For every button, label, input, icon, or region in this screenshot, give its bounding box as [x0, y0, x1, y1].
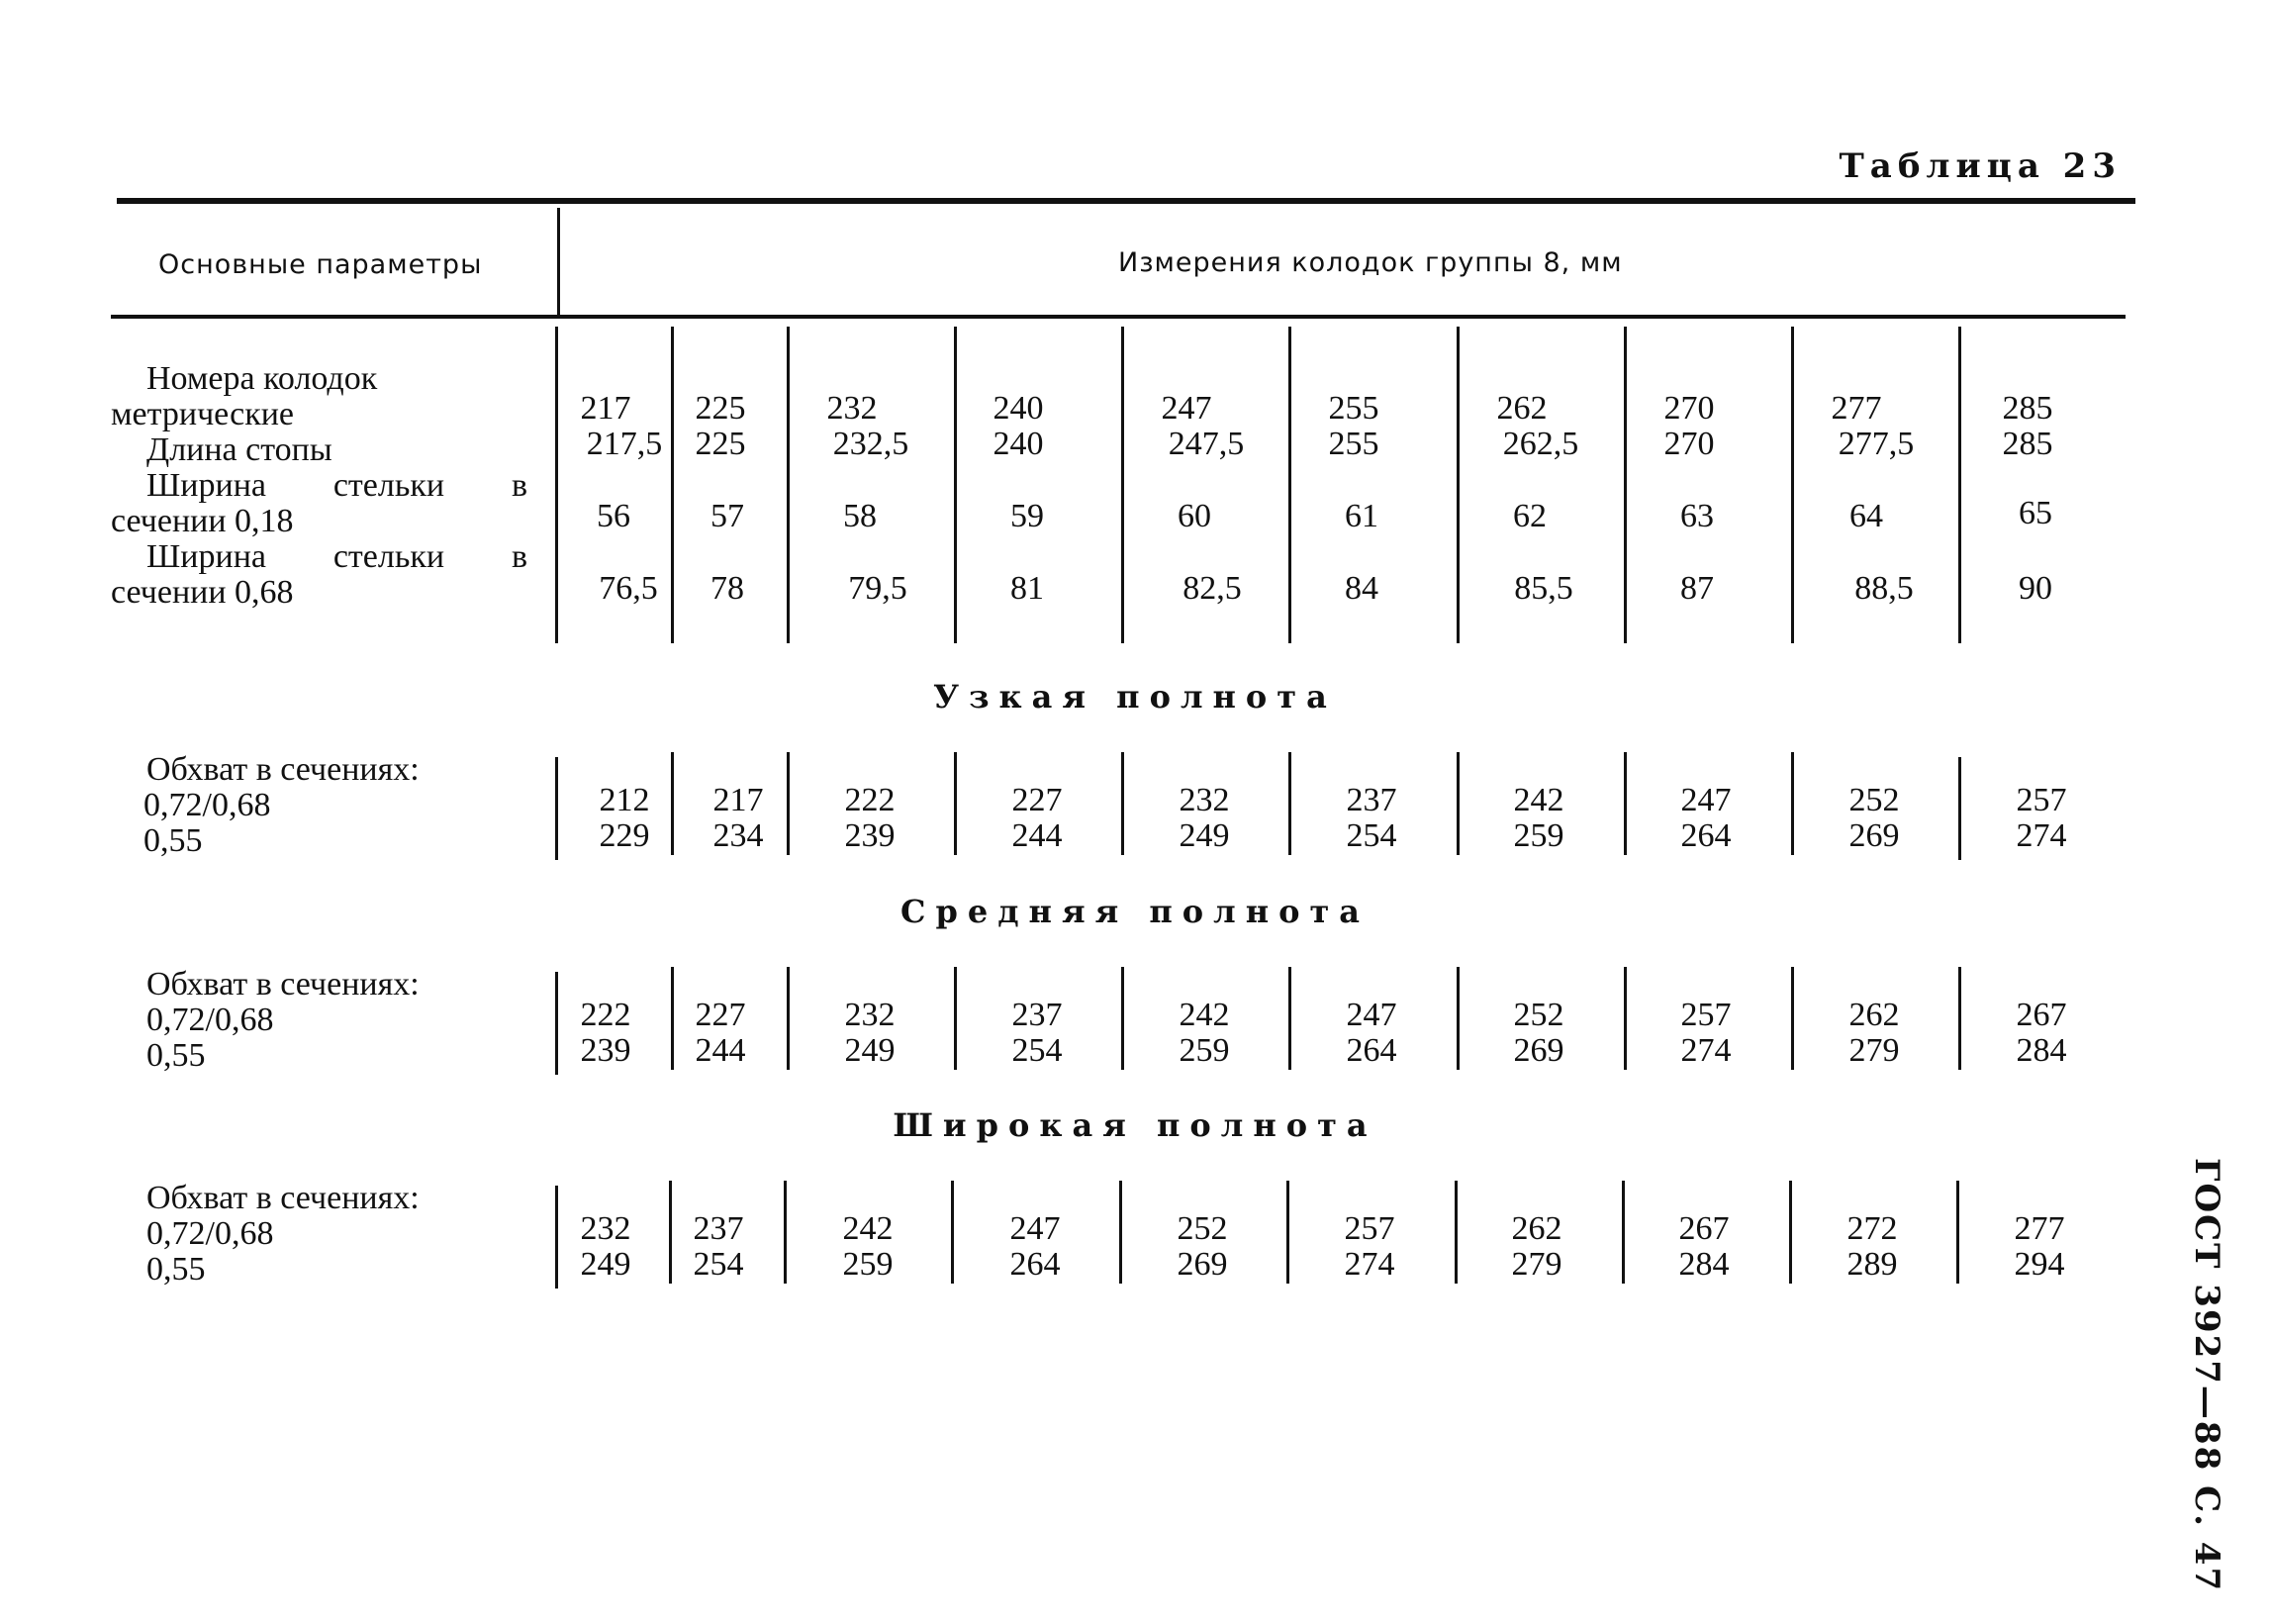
cell-width-018: 64: [1849, 498, 1883, 534]
column-divider: [1121, 327, 1124, 643]
header-bottom-rule: [111, 315, 2126, 319]
column-divider: [1956, 1181, 1959, 1284]
cell-girth-b: 269: [1513, 1032, 1564, 1069]
cell-length: 262,5: [1502, 426, 1579, 462]
cell-girth-a: 237: [1346, 782, 1397, 818]
cell-girth-a: 222: [844, 782, 896, 818]
cell-girth-b: 274: [1344, 1246, 1395, 1283]
cell-girth-a: 247: [1680, 782, 1732, 818]
column-divider: [671, 327, 674, 643]
cell-girth-a: 232: [1179, 782, 1230, 818]
cell-number: 277: [1831, 390, 1882, 427]
column-divider: [1457, 327, 1460, 643]
column-divider: [555, 327, 558, 643]
column-divider: [1457, 752, 1460, 855]
column-divider: [1624, 752, 1627, 855]
cell-width-018: 63: [1680, 498, 1714, 534]
cell-girth-b: 259: [842, 1246, 894, 1283]
cell-width-068: 85,5: [1514, 570, 1573, 607]
label-girth-section-b: 0,55: [143, 822, 203, 859]
cell-width-068: 81: [1010, 570, 1044, 607]
cell-number: 270: [1663, 390, 1715, 427]
cell-girth-a: 252: [1513, 997, 1564, 1033]
label-word: Ширина: [146, 467, 266, 504]
label-girth: Обхват в сечениях:: [146, 1180, 420, 1216]
cell-number: 217: [580, 390, 631, 427]
column-divider: [1119, 1181, 1122, 1284]
cell-length: 225: [695, 426, 746, 462]
cell-girth-b: 264: [1346, 1032, 1397, 1069]
cell-girth-a: 262: [1511, 1210, 1562, 1247]
cell-girth-b: 239: [844, 817, 896, 854]
column-divider: [1958, 757, 1961, 860]
cell-width-068: 87: [1680, 570, 1714, 607]
column-divider: [784, 1181, 787, 1284]
cell-girth-b: 274: [1680, 1032, 1732, 1069]
cell-girth-a: 217: [712, 782, 764, 818]
cell-girth-a: 237: [693, 1210, 744, 1247]
column-divider: [1121, 752, 1124, 855]
column-divider: [669, 1181, 672, 1284]
cell-girth-b: 254: [693, 1246, 744, 1283]
column-divider: [1789, 1181, 1792, 1284]
cell-girth-b: 284: [2016, 1032, 2067, 1069]
column-divider: [1286, 1181, 1289, 1284]
cell-girth-b: 264: [1680, 817, 1732, 854]
column-divider: [954, 752, 957, 855]
column-divider: [1457, 967, 1460, 1070]
cell-girth-a: 242: [842, 1210, 894, 1247]
cell-girth-b: 279: [1511, 1246, 1562, 1283]
label-girth-section-b: 0,55: [146, 1037, 206, 1074]
cell-length: 247,5: [1168, 426, 1245, 462]
cell-girth-a: 237: [1011, 997, 1063, 1033]
cell-number: 232: [826, 390, 878, 427]
cell-girth-a: 212: [599, 782, 650, 818]
cell-number: 262: [1496, 390, 1548, 427]
cell-girth-a: 232: [580, 1210, 631, 1247]
label-metric: метрические: [111, 396, 295, 432]
section-title-wide: Широкая полнота: [893, 1106, 1377, 1144]
column-divider: [1622, 1181, 1625, 1284]
column-divider: [555, 972, 558, 1075]
cell-number: 247: [1161, 390, 1212, 427]
column-divider: [1791, 327, 1794, 643]
cell-length: 217,5: [586, 426, 663, 462]
cell-width-068: 88,5: [1854, 570, 1914, 607]
cell-girth-b: 249: [844, 1032, 896, 1069]
cell-length: 270: [1663, 426, 1715, 462]
cell-girth-a: 252: [1848, 782, 1900, 818]
cell-girth-b: 289: [1846, 1246, 1898, 1283]
cell-girth-b: 259: [1179, 1032, 1230, 1069]
cell-girth-a: 257: [1344, 1210, 1395, 1247]
cell-girth-b: 254: [1011, 1032, 1063, 1069]
cell-girth-b: 279: [1848, 1032, 1900, 1069]
cell-width-018: 56: [597, 498, 630, 534]
column-divider: [954, 967, 957, 1070]
cell-girth-b: 229: [599, 817, 650, 854]
cell-length: 232,5: [832, 426, 909, 462]
cell-girth-a: 257: [1680, 997, 1732, 1033]
cell-width-018: 62: [1513, 498, 1547, 534]
cell-girth-a: 247: [1009, 1210, 1061, 1247]
column-divider: [787, 752, 790, 855]
section-title-medium: Средняя полнота: [899, 893, 1371, 930]
cell-girth-b: 239: [580, 1032, 631, 1069]
label-girth-section-a: 0,72/0,68: [146, 1002, 274, 1038]
cell-girth-a: 257: [2016, 782, 2067, 818]
cell-width-068: 79,5: [848, 570, 907, 607]
cell-width-018: 58: [843, 498, 877, 534]
label-foot-length: Длина стопы: [146, 431, 332, 468]
cell-girth-a: 242: [1179, 997, 1230, 1033]
label-insole-width-018: [146, 468, 527, 504]
label-girth: Обхват в сечениях:: [146, 751, 420, 788]
section-title-narrow: Узкая полнота: [933, 678, 1337, 716]
cell-girth-a: 262: [1848, 997, 1900, 1033]
cell-width-018: 65: [2019, 495, 2052, 531]
column-divider: [671, 752, 674, 855]
cell-length: 277,5: [1838, 426, 1915, 462]
header-measurements: Измерения колодок группы 8, мм: [1118, 247, 1623, 278]
column-divider: [1624, 327, 1627, 643]
column-divider: [1288, 327, 1291, 643]
cell-girth-a: 232: [844, 997, 896, 1033]
column-divider: [555, 1186, 558, 1289]
column-divider: [1624, 967, 1627, 1070]
label-girth-section-a: 0,72/0,68: [146, 1215, 274, 1252]
cell-width-068: 76,5: [599, 570, 658, 607]
cell-girth-a: 267: [2016, 997, 2067, 1033]
cell-girth-b: 249: [1179, 817, 1230, 854]
label-word: стельки: [332, 538, 445, 575]
column-divider: [951, 1181, 954, 1284]
page-footer-gost: ГОСТ 3927—88 С. 47: [2187, 1158, 2226, 1593]
cell-girth-b: 254: [1346, 817, 1397, 854]
column-divider: [1958, 967, 1961, 1070]
cell-girth-a: 227: [1011, 782, 1063, 818]
cell-number: 225: [695, 390, 746, 427]
label-girth: Обхват в сечениях:: [146, 966, 420, 1003]
cell-girth-a: 227: [695, 997, 746, 1033]
cell-width-068: 84: [1345, 570, 1378, 607]
column-divider: [1121, 967, 1124, 1070]
cell-girth-a: 247: [1346, 997, 1397, 1033]
label-word: Ширина: [146, 538, 266, 575]
cell-girth-b: 294: [2014, 1246, 2065, 1283]
cell-number: 285: [2002, 390, 2053, 427]
column-divider: [787, 327, 790, 643]
cell-width-018: 57: [710, 498, 744, 534]
column-divider: [1791, 967, 1794, 1070]
cell-girth-a: 222: [580, 997, 631, 1033]
header-main-parameters: Основные параметры: [158, 249, 483, 280]
cell-length: 240: [993, 426, 1044, 462]
label-word: в: [511, 538, 527, 575]
cell-girth-b: 264: [1009, 1246, 1061, 1283]
cell-width-018: 60: [1178, 498, 1211, 534]
cell-length: 285: [2002, 426, 2053, 462]
cell-girth-b: 274: [2016, 817, 2067, 854]
label-insole-width-068: [146, 539, 527, 575]
cell-girth-b: 269: [1177, 1246, 1228, 1283]
label-girth-section-a: 0,72/0,68: [143, 787, 271, 823]
cell-width-068: 82,5: [1182, 570, 1242, 607]
cell-length: 255: [1328, 426, 1379, 462]
column-divider: [1455, 1181, 1458, 1284]
cell-girth-a: 272: [1846, 1210, 1898, 1247]
cell-girth-b: 244: [1011, 817, 1063, 854]
cell-girth-b: 284: [1678, 1246, 1730, 1283]
label-word: в: [511, 467, 527, 504]
cell-girth-b: 269: [1848, 817, 1900, 854]
cell-width-018: 61: [1345, 498, 1378, 534]
cell-girth-b: 234: [712, 817, 764, 854]
cell-width-018: 59: [1010, 498, 1044, 534]
column-divider: [787, 967, 790, 1070]
column-divider: [1958, 327, 1961, 643]
column-divider: [671, 967, 674, 1070]
label-word: стельки: [332, 467, 445, 504]
cell-girth-a: 267: [1678, 1210, 1730, 1247]
cell-girth-a: 242: [1513, 782, 1564, 818]
label-section-068: сечении 0,68: [111, 574, 294, 611]
cell-girth-b: 244: [695, 1032, 746, 1069]
cell-girth-a: 252: [1177, 1210, 1228, 1247]
cell-number: 240: [993, 390, 1044, 427]
column-divider: [555, 757, 558, 860]
label-section-018: сечении 0,18: [111, 503, 294, 539]
table-number-label: Таблица 23: [1839, 146, 2122, 186]
cell-girth-a: 277: [2014, 1210, 2065, 1247]
label-last-numbers: Номера колодок: [146, 360, 378, 397]
cell-width-068: 78: [710, 570, 744, 607]
column-divider: [1791, 752, 1794, 855]
header-divider: [557, 208, 560, 315]
cell-width-068: 90: [2019, 570, 2052, 607]
cell-girth-b: 259: [1513, 817, 1564, 854]
top-rule: [117, 198, 2135, 204]
column-divider: [1288, 752, 1291, 855]
label-girth-section-b: 0,55: [146, 1251, 206, 1288]
column-divider: [954, 327, 957, 643]
column-divider: [1288, 967, 1291, 1070]
cell-number: 255: [1328, 390, 1379, 427]
cell-girth-b: 249: [580, 1246, 631, 1283]
